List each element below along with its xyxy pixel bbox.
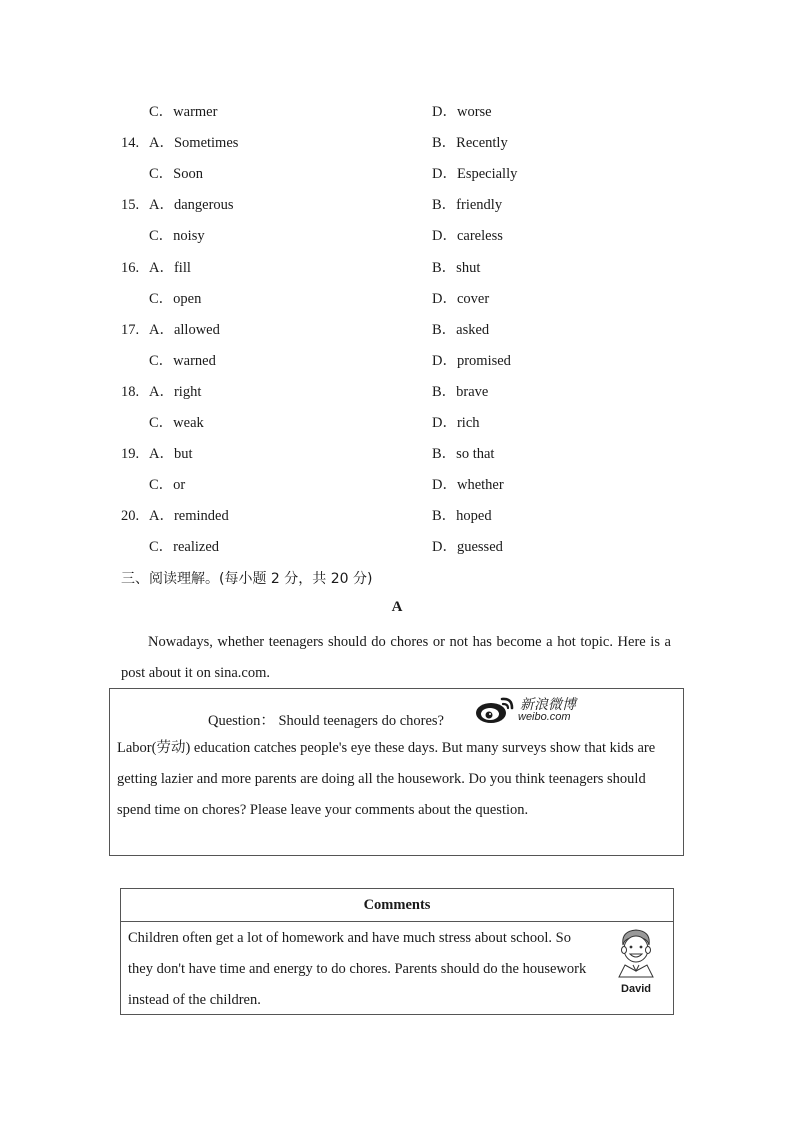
option-row [0, 380, 794, 404]
option-left: A．Sometimes [149, 135, 239, 152]
option-right: D．rich [432, 415, 480, 431]
option-right: D．careless [432, 228, 503, 245]
option-row [0, 318, 794, 342]
weibo-logo-en: weibo.com [518, 711, 571, 723]
option-row [0, 100, 794, 124]
option-right: D．promised [432, 352, 511, 369]
option-left: C．noisy [149, 228, 205, 245]
option-left: C．weak [149, 415, 204, 431]
option-left: C．open [149, 290, 202, 307]
option-left: A．allowed [149, 321, 220, 338]
option-right: B．so that [432, 446, 495, 463]
option-row [0, 131, 794, 155]
passage-letter: A [391, 599, 403, 615]
option-row [0, 256, 794, 280]
option-row [0, 287, 794, 311]
option-row [0, 224, 794, 248]
question-number: 16. [121, 259, 140, 276]
option-left: A．but [149, 446, 193, 463]
option-right: D．cover [432, 290, 490, 307]
option-left: A．dangerous [149, 197, 234, 214]
option-right: D．Especially [432, 166, 518, 183]
comment-author: David [621, 983, 651, 995]
option-right: B．hoped [432, 508, 492, 525]
post-question: Question： Should teenagers do chores? [208, 713, 444, 729]
option-right: D．worse [432, 104, 492, 120]
option-right: B．Recently [432, 135, 508, 152]
weibo-eye-icon [474, 693, 518, 725]
question-number: 17. [121, 321, 140, 338]
option-row [0, 535, 794, 559]
weibo-logo-cn: 新浪微博 [520, 697, 576, 713]
comments-header: Comments [121, 889, 673, 922]
boy-avatar-icon [611, 925, 661, 983]
question-number: 14. [121, 135, 140, 152]
avatar [611, 925, 661, 995]
option-row [0, 442, 794, 466]
option-row [0, 193, 794, 217]
option-row [0, 473, 794, 497]
weibo-post-box [109, 688, 684, 856]
option-left: A．right [149, 383, 202, 400]
section-title: 三、阅读理解。(每小题 2 分，共 20 分) [121, 571, 373, 587]
post-body: Labor(劳动) education catches people's eye these days. But many surveys show that kids are getting lazier and more parents are doing all the housework. Do you think teenagers should spend time on chores? Please leave your comments about the question. [117, 740, 656, 818]
question-number: 20. [121, 508, 140, 525]
option-left: C．realized [149, 539, 220, 556]
option-left: A．reminded [149, 508, 229, 525]
option-row [0, 411, 794, 435]
option-left: C．warmer [149, 104, 218, 120]
option-left: A．fill [149, 259, 191, 276]
option-right: D．guessed [432, 539, 503, 556]
option-right: B．asked [432, 321, 490, 338]
passage-intro: Nowadays, whether teenagers should do chores or not has become a hot topic. Here is a post about it on sina.com. [121, 634, 671, 681]
question-number: 19. [121, 446, 140, 463]
question-number: 18. [121, 383, 140, 400]
option-right: D．whether [432, 477, 504, 494]
option-left: C．warned [149, 352, 216, 369]
option-row [0, 504, 794, 528]
option-row [0, 349, 794, 373]
option-right: B．friendly [432, 197, 503, 214]
option-left: C．or [149, 477, 186, 494]
option-row [0, 162, 794, 186]
question-number: 15. [121, 197, 140, 214]
option-right: B．shut [432, 259, 481, 276]
comment-text: Children often get a lot of homework and have much stress about school. So they don't have time and energy to do chores. Parents should do the housework instead of the children. [128, 930, 587, 1008]
comments-box [120, 888, 674, 1015]
option-left: C．Soon [149, 166, 203, 183]
option-right: B．brave [432, 383, 489, 400]
weibo-logo [474, 693, 584, 725]
